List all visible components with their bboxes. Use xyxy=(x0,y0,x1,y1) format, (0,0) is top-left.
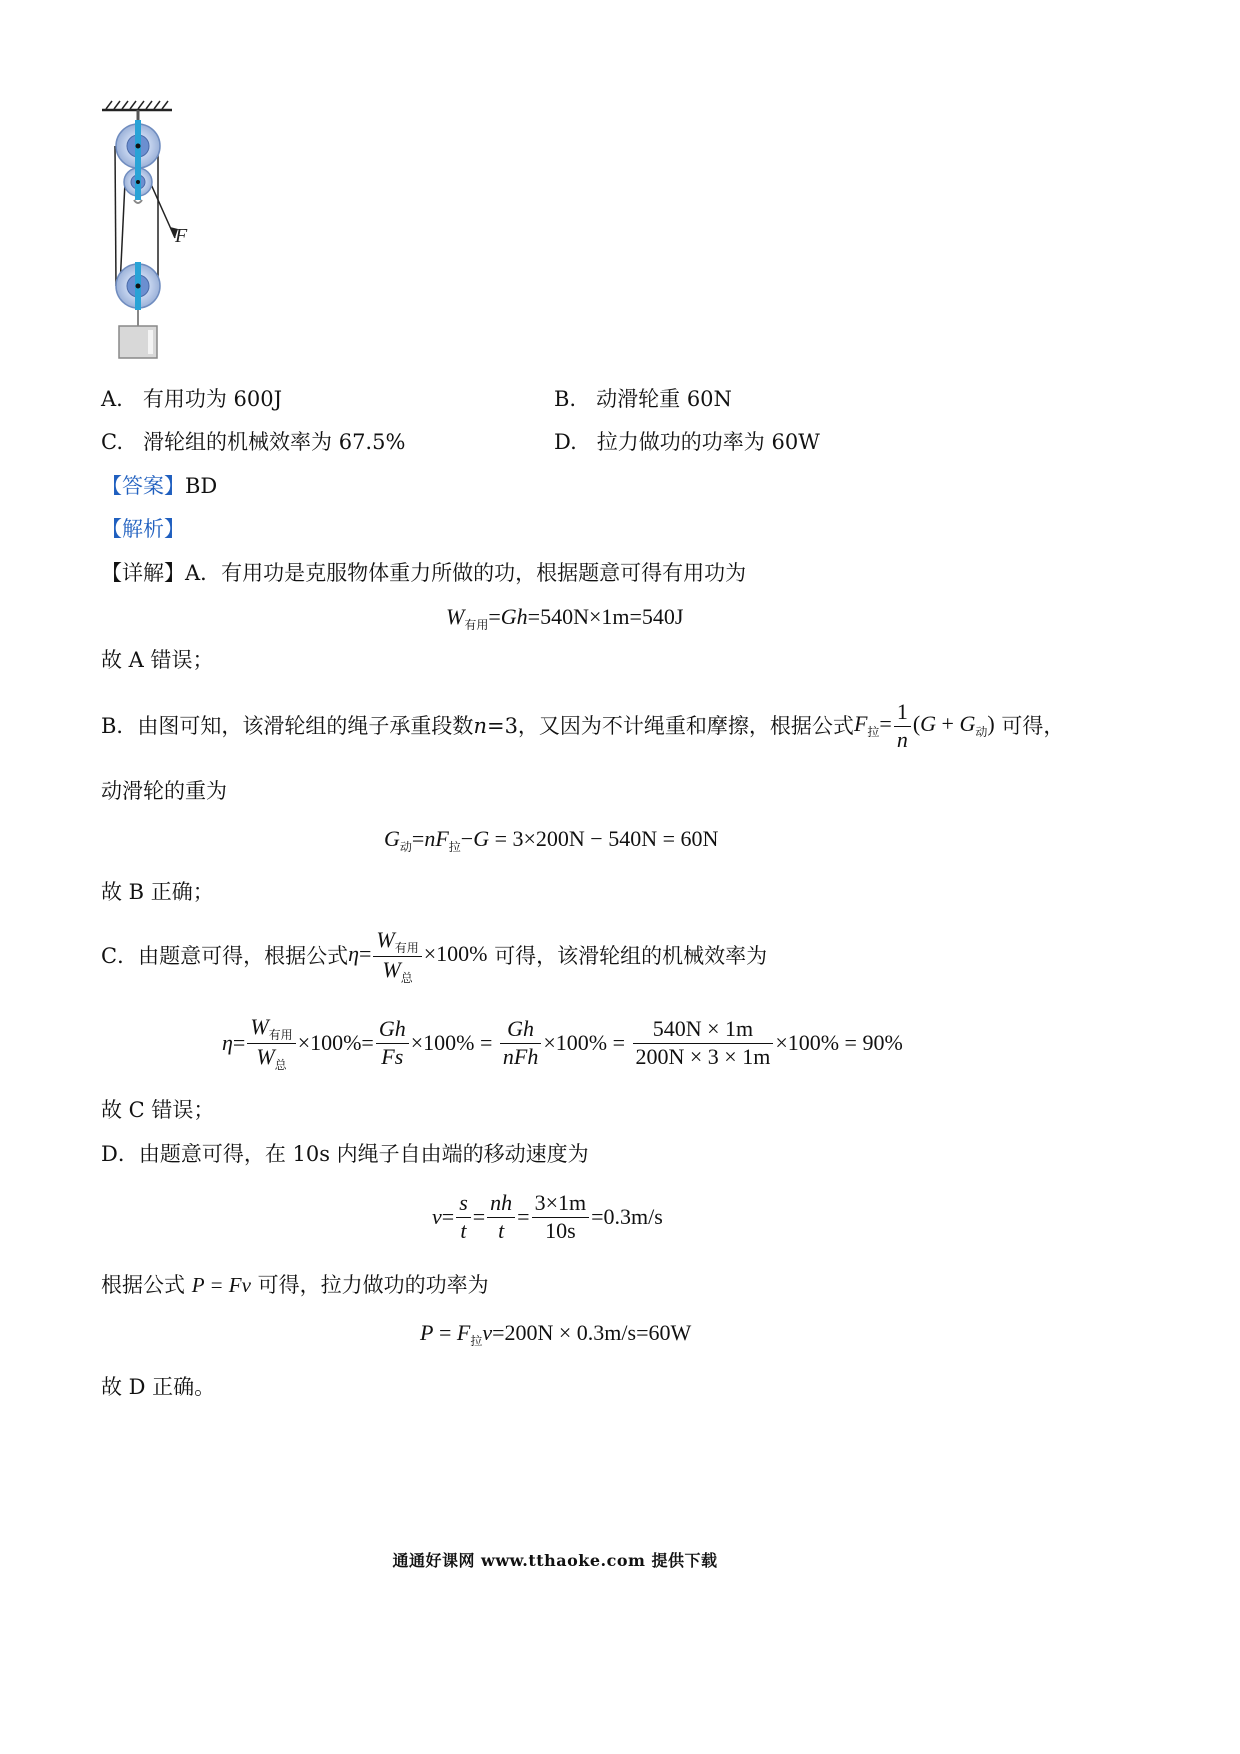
formula-f-pull: $F_拉=$ $\frac{1}{n}$ $(G + G_动)$ xyxy=(853,699,995,752)
equation-c: η = $\frac{W_{有用}}{W_总}$ ×100% = $\frac{Gh}{Fs}$ ×100% = $\frac{Gh}{\text{nFh}}$ ×100% = $\frac{540N \times 1m}{200N \times 3 \times 1m}$ ×100% = 90% xyxy=(222,1014,903,1072)
answer-line xyxy=(101,476,217,497)
answer-value: BD xyxy=(185,474,218,498)
detail-a-text: A．有用功是克服物体重力所做的功，根据题意可得有用功为 xyxy=(185,561,747,585)
formula-efficiency: η= $\frac{W_{有用}}{W_总}$ ×100% xyxy=(348,927,488,985)
movable-pulley xyxy=(116,262,160,310)
detail-b-line2: 动滑轮的重为 xyxy=(101,779,227,803)
pulley-diagram xyxy=(100,100,240,410)
equation-a: $W_{有用}=Gh=540N\times 1m=540J$ xyxy=(446,604,684,632)
page-footer: 通通好课网 www.tthaoke.com 提供下载 xyxy=(392,1551,718,1570)
equation-b: $G_动=nF_拉-G = 3\times 200N - 540N = 60N$ xyxy=(384,826,719,854)
option-c-letter: C. xyxy=(101,430,123,454)
option-d-text: 拉力做功的功率为 60W xyxy=(596,430,820,454)
detail-a-intro xyxy=(101,563,746,584)
detail-b-intro: B．由图可知，该滑轮组的绳子承重段数 n =3，又因为不计绳重和摩擦，根据公式 $F_拉=$ $\frac{1}{n}$ $(G + G_动)$ 可得， xyxy=(101,699,1065,752)
option-c-text: 滑轮组的机械效率为 67.5% xyxy=(143,430,406,454)
detail-d-line2: 根据公式 P = Fv 可得，拉力做功的功率为 xyxy=(101,1273,489,1297)
answer-tag: 【答案】 xyxy=(101,474,185,498)
force-label: F xyxy=(175,225,188,247)
detail-d-intro: D．由题意可得，在 10s 内绳子自由端的移动速度为 xyxy=(101,1142,589,1166)
option-b xyxy=(554,389,732,410)
detail-c-conclusion: 故 C 错误； xyxy=(101,1098,215,1122)
equation-d2: $P = F_拉v=200N \times 0.3m/s=60W$ xyxy=(420,1320,692,1348)
detail-c-intro: C．由题意可得，根据公式 η= $\frac{W_{有用}}{W_总}$ ×100% 可得，该滑轮组的机械效率为 xyxy=(101,927,768,985)
option-d-letter: D. xyxy=(554,430,577,454)
detail-d-conclusion: 故 D 正确。 xyxy=(101,1375,216,1399)
option-b-text: 动滑轮重 60N xyxy=(596,387,732,411)
equation-d: v = $\frac{s}{t}$ = $\frac{nh}{t}$ = $\frac{3\times 1m}{10s}$ =0.3m/s xyxy=(432,1190,663,1243)
option-a xyxy=(101,389,282,410)
option-d xyxy=(554,432,820,453)
analysis-line xyxy=(101,519,185,540)
option-a-letter: A. xyxy=(101,387,123,411)
ceiling-hatch xyxy=(106,101,168,109)
load-block xyxy=(119,326,157,358)
detail-a-conclusion: 故 A 错误； xyxy=(101,648,214,672)
option-c xyxy=(101,432,405,453)
analysis-tag: 【解析】 xyxy=(101,517,185,541)
detail-tag: 【详解】 xyxy=(101,561,185,585)
option-a-text: 有用功为 600J xyxy=(142,387,283,411)
detail-b-conclusion: 故 B 正确； xyxy=(101,880,214,904)
option-b-letter: B. xyxy=(554,387,577,411)
